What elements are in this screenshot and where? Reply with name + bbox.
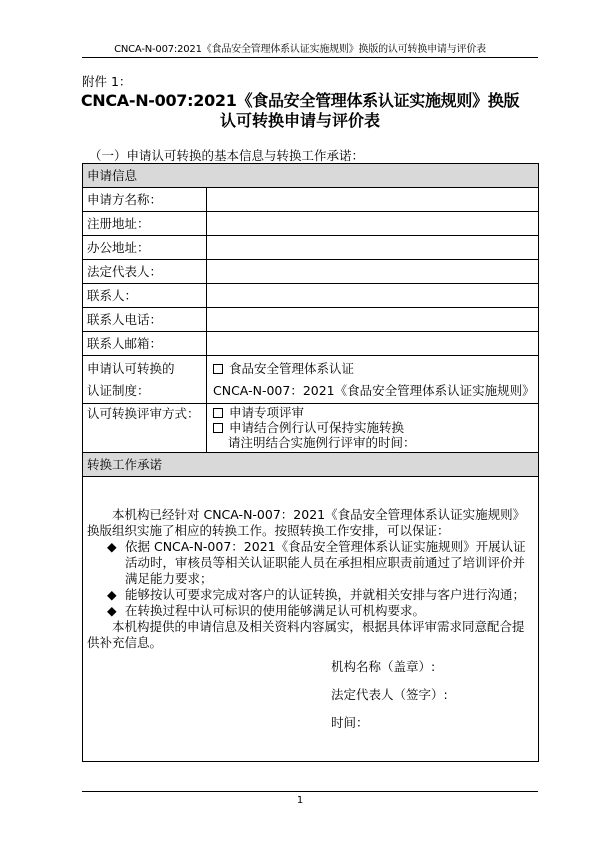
- diamond-bullet-icon: ◆: [107, 539, 117, 554]
- applicant-section-row: [83, 164, 539, 188]
- diamond-bullet-icon: ◆: [107, 603, 117, 618]
- field-label-contact-person: 联系人：: [83, 284, 207, 308]
- application-form-table: [82, 163, 539, 762]
- checkbox-icon[interactable]: [213, 364, 223, 374]
- commitment-section-label: 转换工作承诺: [83, 453, 539, 477]
- commitment-bullet-text: 能够按认可要求完成对客户的认证转换，并就相关安排与客户进行沟通；: [125, 587, 526, 602]
- document-subtitle: 认可转换申请与评价表: [219, 111, 380, 130]
- commitment-bullet-text: 依据 CNCA-N-007：2021《食品安全管理体系认证实施规则》开展认证活动时，审核员等相关认证职能人员在承担相应职责前通过了培训评价并满足能力要求；: [125, 539, 526, 586]
- scheme-label-line2: 认证制度：: [87, 382, 150, 398]
- field-row-contact-phone: [83, 308, 539, 332]
- diamond-bullet-icon: ◆: [107, 587, 117, 602]
- commitment-closing: 本机构提供的申请信息及相关资料内容属实，根据具体评审需求同意配合提供补充信息。: [87, 619, 525, 650]
- field-label-contact-phone: 联系人电话：: [83, 308, 207, 332]
- field-value-contact-email[interactable]: [207, 332, 539, 356]
- field-row-contact-email: [83, 332, 539, 356]
- field-label-legal-representative: 法定代表人：: [83, 260, 207, 284]
- field-value-contact-phone[interactable]: [207, 308, 539, 332]
- review-option-dedicated[interactable]: [211, 405, 534, 420]
- running-header: CNCA-N-007:2021《食品安全管理体系认证实施规则》换版的认可转换申请与评价表: [114, 44, 486, 55]
- commitment-bullet-text: 在转换过程中认可标识的使用能够满足认可机构要求。: [125, 603, 426, 618]
- review-method-row: [83, 404, 539, 453]
- signature-date-label: 时间：: [331, 715, 369, 730]
- review-method-options: [207, 404, 539, 453]
- field-label-applicant-name: 申请方名称：: [83, 188, 207, 212]
- field-row-office-address: [83, 236, 539, 260]
- header-rule: [82, 57, 538, 58]
- review-method-label: 认可转换评审方式：: [83, 404, 207, 453]
- commitment-bullet: [87, 603, 534, 619]
- field-value-applicant-name[interactable]: [207, 188, 539, 212]
- field-value-registered-address[interactable]: [207, 212, 539, 236]
- review-option-combined-note: 请注明结合实施例行评审的时间：: [228, 435, 416, 450]
- commitment-bullet: [87, 539, 534, 587]
- commitment-body-row: [83, 477, 539, 762]
- commitment-section-row: [83, 453, 539, 477]
- page-number: 1: [296, 795, 304, 806]
- field-row-registered-address: [83, 212, 539, 236]
- section-heading: （一）申请认可转换的基本信息与转换工作承诺：: [89, 148, 365, 163]
- scheme-options: [207, 356, 539, 404]
- footer-rule: [82, 791, 538, 792]
- signature-rep-label: 法定代表人（签字）:: [331, 687, 448, 702]
- attachment-label: 附件 1：: [82, 74, 132, 89]
- field-label-contact-email: 联系人邮箱：: [83, 332, 207, 356]
- field-value-legal-representative[interactable]: [207, 260, 539, 284]
- scheme-label: [83, 356, 207, 404]
- checkbox-icon[interactable]: [213, 408, 223, 418]
- review-option-combined-label: 申请结合例行认可保持实施转换: [229, 420, 405, 435]
- scheme-option-detail: CNCA-N-007：2021《食品安全管理体系认证实施规则》: [213, 382, 535, 398]
- field-label-office-address: 办公地址：: [83, 236, 207, 260]
- review-option-dedicated-label: 申请专项评审: [229, 405, 305, 420]
- field-label-registered-address: 注册地址：: [83, 212, 207, 236]
- field-row-applicant-name: [83, 188, 539, 212]
- scheme-row: [83, 356, 539, 404]
- field-value-office-address[interactable]: [207, 236, 539, 260]
- applicant-section-label: 申请信息: [83, 164, 539, 188]
- field-row-contact-person: [83, 284, 539, 308]
- field-value-contact-person[interactable]: [207, 284, 539, 308]
- scheme-option[interactable]: [211, 358, 534, 380]
- commitment-body: [83, 477, 539, 762]
- checkbox-icon[interactable]: [213, 423, 223, 433]
- review-option-combined[interactable]: [211, 420, 534, 435]
- scheme-label-line1: 申请认可转换的: [87, 360, 175, 376]
- signature-org-label: 机构名称（盖章）:: [331, 659, 436, 674]
- commitment-bullet: [87, 587, 534, 603]
- field-row-legal-representative: [83, 260, 539, 284]
- commitment-intro: 本机构已经针对 CNCA-N-007：2021《食品安全管理体系认证实施规则》换版组织实施了相应的转换工作。按照转换工作安排，可以保证：: [87, 507, 526, 538]
- document-title: CNCA-N-007:2021《食品安全管理体系认证实施规则》换版: [80, 91, 520, 110]
- scheme-option-label: 食品安全管理体系认证: [229, 360, 355, 376]
